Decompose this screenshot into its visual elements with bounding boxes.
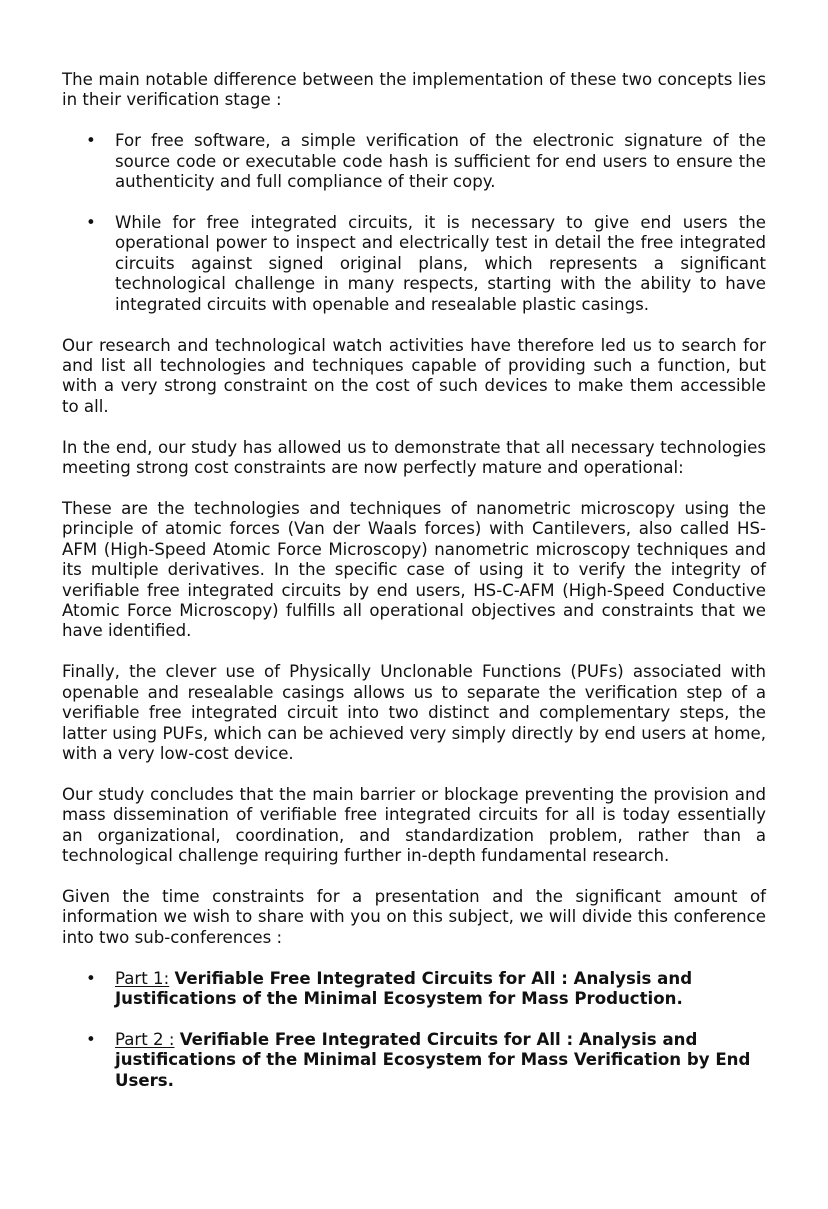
sub-conference-list [62, 969, 766, 1092]
afm-technology-paragraph: These are the technologies and techniques of nanometric microscopy using the principle of atomic forces (Van der Waals forces) with Cantilevers, also called HS-AFM (High-Speed Atomic Force Microscopy) nanometric microscopy techniques and its multiple derivatives. In the specific case of using it to verify the integrity of verifiable free integrated circuits by end users, HS-C-AFM (High-Speed Conductive Atomic Force Microscopy) fulfills all operational objectives and constraints that we have identified. [62, 499, 766, 641]
document-page [62, 70, 766, 1112]
bullet-marker: • [86, 968, 96, 988]
part-label: Part 1: [115, 968, 170, 988]
bullet-text: While for free integrated circuits, it is necessary to give end users the operational power to inspect and electrically test in detail the free integrated circuits against signed original plans, which represents a significant technological challenge in many respects, starting with the ability to have integrated circuits with openable and resealable plastic casings. [115, 213, 766, 314]
bullet-marker: • [86, 131, 96, 151]
bullet-item-free-software [62, 131, 766, 192]
part-title: Verifiable Free Integrated Circuits for All : Analysis and justifications of the Minimal Ecosystem for Mass Verification by End Users. [115, 1030, 751, 1090]
bullet-text: For free software, a simple verification of the electronic signature of the source code or executable code hash is sufficient for end users to ensure the authenticity and full compliance of their copy. [115, 131, 766, 192]
research-paragraph: Our research and technological watch activities have therefore led us to search for and list all technologies and techniques capable of providing such a function, but with a very strong constraint on the cost of such devices to make them accessible to all. [62, 335, 766, 416]
conference-division-paragraph: Given the time constraints for a presentation and the significant amount of information we wish to share with you on this subject, we will divide this conference into two sub-conferences : [62, 887, 766, 947]
intro-paragraph: The main notable difference between the implementation of these two concepts lies in their verification stage : [62, 70, 766, 110]
puf-paragraph: Finally, the clever use of Physically Unclonable Functions (PUFs) associated with openable and resealable casings allows us to separate the verification step of a verifiable free integrated circuit into two distinct and complementary steps, the latter using PUFs, which can be achieved very simply directly by end users at home, with a very low-cost device. [62, 662, 766, 763]
part-title: Verifiable Free Integrated Circuits for All : Analysis and Justifications of the Minimal Ecosystem for Mass Production. [115, 968, 693, 1009]
verification-bullet-list [62, 131, 766, 315]
bullet-marker: • [86, 1030, 96, 1050]
sub-conference-part-1 [62, 969, 766, 1010]
part-label: Part 2 : [115, 1030, 175, 1050]
bullet-item-free-integrated-circuits [62, 213, 766, 315]
study-result-paragraph: In the end, our study has allowed us to demonstrate that all necessary technologies meeting strong cost constraints are now perfectly mature and operational: [62, 437, 766, 478]
bullet-marker: • [86, 213, 96, 233]
conclusion-paragraph: Our study concludes that the main barrier or blockage preventing the provision and mass dissemination of verifiable free integrated circuits for all is today essentially an organizational, coordination, and standardization problem, rather than a technological challenge requiring further in-depth fundamental research. [62, 784, 766, 866]
sub-conference-part-2 [62, 1030, 766, 1091]
